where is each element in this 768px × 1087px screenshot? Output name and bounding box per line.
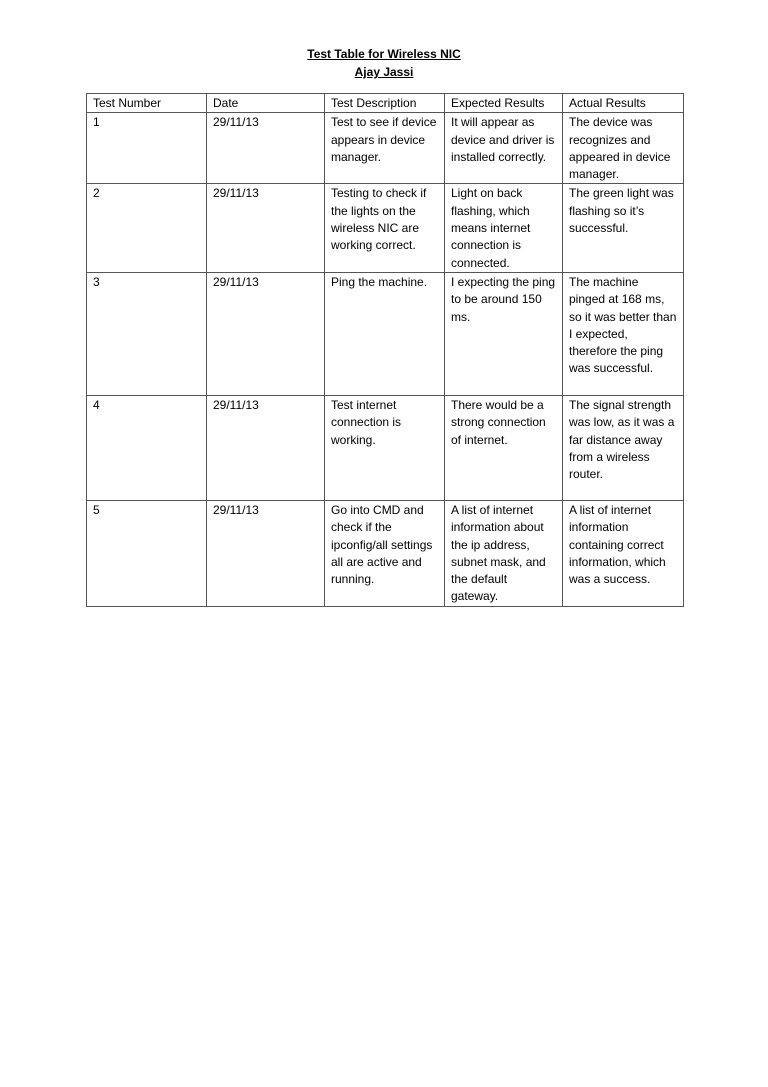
table-row <box>87 184 684 272</box>
header-actual-results: Actual Results <box>563 94 684 113</box>
expected-cell: A list of internet information about the ip address, subnet mask, and the default gateway. <box>445 500 563 606</box>
table-row <box>87 272 684 395</box>
expected-cell: Light on back flashing, which means internet connection is connected. <box>445 184 563 272</box>
test-number-cell: 5 <box>87 500 207 606</box>
actual-cell: The device was recognizes and appeared in device manager. <box>563 113 684 184</box>
actual-cell: A list of internet information containing correct information, which was a success. <box>563 500 684 606</box>
header-test-description: Test Description <box>325 94 445 113</box>
date-cell: 29/11/13 <box>207 113 325 184</box>
document-title: Test Table for Wireless NIC <box>307 47 461 61</box>
table-row <box>87 113 684 184</box>
description-cell: Test to see if device appears in device manager. <box>325 113 445 184</box>
date-cell: 29/11/13 <box>207 500 325 606</box>
expected-cell: I expecting the ping to be around 150 ms. <box>445 272 563 395</box>
description-cell: Test internet connection is working. <box>325 395 445 500</box>
table-row <box>87 395 684 500</box>
description-cell: Go into CMD and check if the ipconfig/all settings all are active and running. <box>325 500 445 606</box>
table-row <box>87 500 684 606</box>
test-number-cell: 1 <box>87 113 207 184</box>
header-test-number: Test Number <box>87 94 207 113</box>
expected-cell: There would be a strong connection of internet. <box>445 395 563 500</box>
expected-cell: It will appear as device and driver is installed correctly. <box>445 113 563 184</box>
test-number-cell: 2 <box>87 184 207 272</box>
date-cell: 29/11/13 <box>207 272 325 395</box>
document-author: Ajay Jassi <box>354 65 414 79</box>
test-table <box>86 93 684 607</box>
table-header-row <box>87 94 684 113</box>
document-header <box>0 45 768 81</box>
test-number-cell: 4 <box>87 395 207 500</box>
header-expected-results: Expected Results <box>445 94 563 113</box>
date-cell: 29/11/13 <box>207 184 325 272</box>
test-number-cell: 3 <box>87 272 207 395</box>
date-cell: 29/11/13 <box>207 395 325 500</box>
description-cell: Ping the machine. <box>325 272 445 395</box>
header-date: Date <box>207 94 325 113</box>
actual-cell: The machine pinged at 168 ms, so it was better than I expected, therefore the ping was successful. <box>563 272 684 395</box>
description-cell: Testing to check if the lights on the wireless NIC are working correct. <box>325 184 445 272</box>
actual-cell: The green light was flashing so it’s successful. <box>563 184 684 272</box>
actual-cell: The signal strength was low, as it was a far distance away from a wireless router. <box>563 395 684 500</box>
